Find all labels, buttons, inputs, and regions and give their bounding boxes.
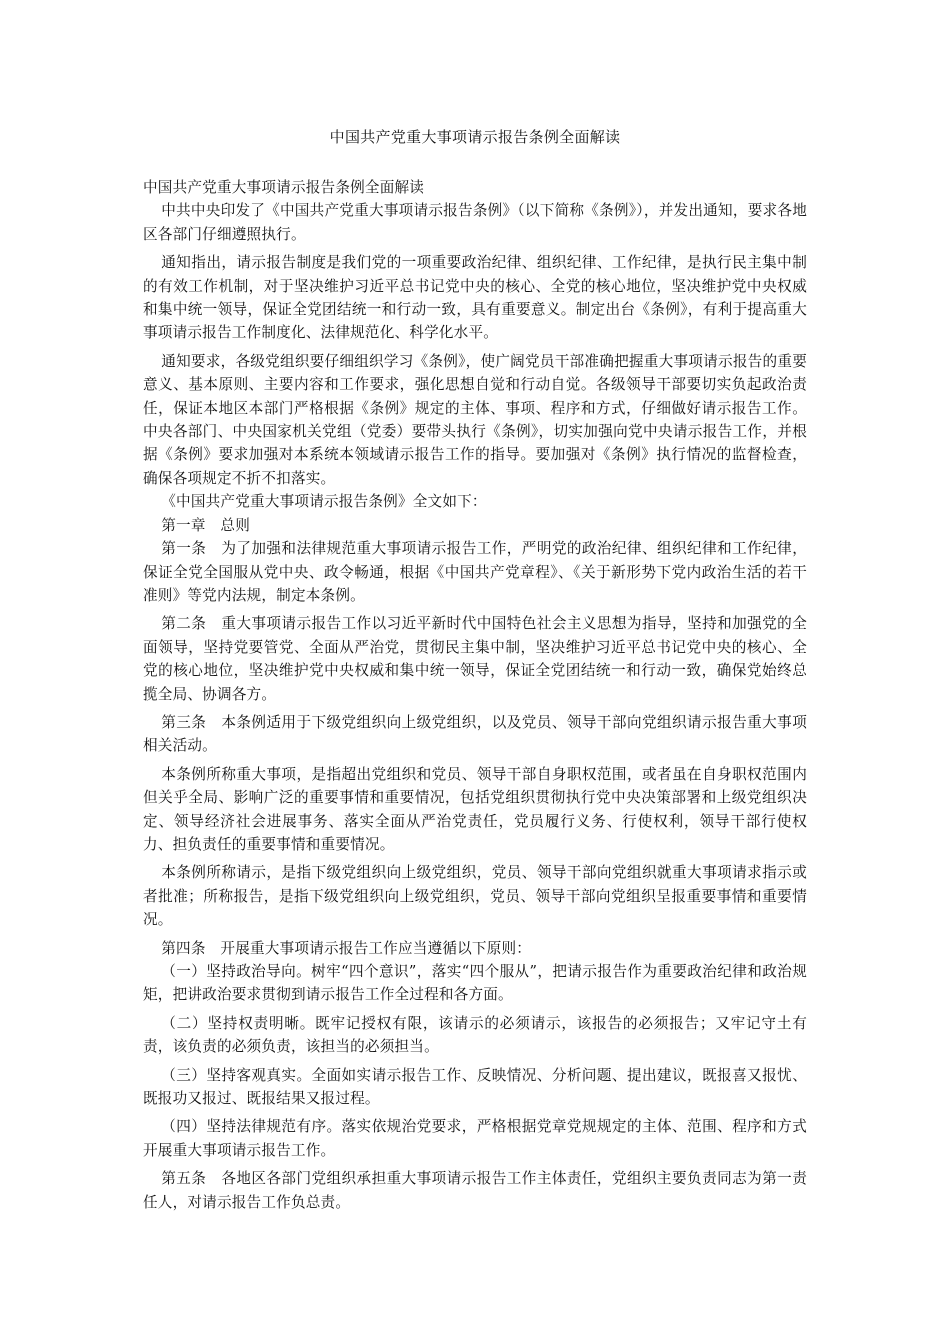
article-4: 第四条 开展重大事项请示报告工作应当遵循以下原则： [161, 939, 532, 957]
principle-item: （二）坚持权责明晰。既牢记授权有限，该请示的必须请示，该报告的必须报告；又牢记守土有责，该负责的必须负责，该担当的必须担当。 [143, 1014, 807, 1056]
article-1: 第一条 为了加强和法律规范重大事项请示报告工作，严明党的政治纪律、组织纪律和工作纪律，保证全党全国服从党中央、政令畅通，根据《中国共产党章程》、《关于新形势下党内政治生活的若干准则》等党内法规，制定本条例。 [143, 540, 807, 604]
paragraph: 通知指出，请示报告制度是我们党的一项重要政治纪律、组织纪律、工作纪律，是执行民主集中制的有效工作机制，对于坚决维护习近平总书记党中央的核心、全党的核心地位，坚决维护党中央权威和集中统一领导，保证全党团结统一和行动一致，具有重要意义。制定出台《条例》，有利于提高重大事项请示报告工作制度化、法律规范化、科学化水平。 [143, 254, 807, 342]
paragraph: 《中国共产党重大事项请示报告条例》全文如下： [161, 493, 487, 511]
article-5: 第五条 各地区各部门党组织承担重大事项请示报告工作主体责任，党组织主要负责同志为第一责任人，对请示报告工作负总责。 [143, 1170, 807, 1211]
paragraph: 本条例所称请示，是指下级党组织向上级党组织，党员、领导干部向党组织就重大事项请求指示或者批准；所称报告，是指下级党组织向上级党组织，党员、领导干部向党组织呈报重要事情和重要情况。 [143, 864, 807, 929]
chapter-heading: 第一章 总则 [161, 516, 251, 534]
subtitle-line: 中国共产党重大事项请示报告条例全面解读 [143, 179, 425, 196]
principle-item: （一）坚持政治导向。树牢“四个意识”，落实“四个服从”，把请示报告作为重要政治纪律和政治规矩，把讲政治要求贯彻到请示报告工作全过程和各方面。 [143, 963, 807, 1004]
paragraph: 通知要求，各级党组织要仔细组织学习《条例》，使广阔党员干部准确把握重大事项请示报告的重要意义、基本原则、主要内容和工作要求，强化思想自觉和行动自觉。各级领导干部要切实负起政治责任，保证本地区本部门严格根据《条例》规定的主体、事项、程序和方式，仔细做好请示报告工作。中央各部门、中央国家机关党组（党委）要带头执行《条例》，切实加强向党中央请示报告工作，并根据《条例》要求加强对本系统本领域请示报告工作的指导。要加强对《条例》执行情况的监督检查，确保各项规定不折不扣落实。 [143, 352, 807, 487]
principle-item: （三）坚持客观真实。全面如实请示报告工作、反映情况、分析问题、提出建议，既报喜又报忧、既报功又报过、既报结果又报过程。 [143, 1066, 807, 1108]
document-body [143, 176, 807, 1214]
document-title: 中国共产党重大事项请示报告条例全面解读 [329, 128, 621, 146]
paragraph: 本条例所称重大事项，是指超出党组织和党员、领导干部自身职权范围，或者虽在自身职权范围内但关乎全局、影响广泛的重要事情和重要情况，包括党组织贯彻执行党中央决策部署和上级党组织决定、领导经济社会进展事务、落实全面从严治党责任，党员履行义务、行使权利，领导干部行使权力、担负责任的重要事情和重要情况。 [143, 765, 807, 853]
article-2: 第二条 重大事项请示报告工作以习近平新时代中国特色社会主义思想为指导，坚持和加强党的全面领导，坚持党要管党、全面从严治党，贯彻民主集中制，坚决维护习近平总书记党中央的核心、全党的核心地位，坚决维护党中央权威和集中统一领导，保证全党团结统一和行动一致，确保党始终总揽全局、协调各方。 [143, 615, 807, 703]
paragraph: 中共中央印发了《中国共产党重大事项请示报告条例》（以下简称《条例》），并发出通知，要求各地区各部门仔细遵照执行。 [143, 202, 807, 243]
article-3: 第三条 本条例适用于下级党组织向上级党组织，以及党员、领导干部向党组织请示报告重大事项相关活动。 [143, 713, 807, 755]
principle-item: （四）坚持法律规范有序。落实依规治党要求，严格根据党章党规规定的主体、范围、程序和方式开展重大事项请示报告工作。 [143, 1118, 807, 1159]
